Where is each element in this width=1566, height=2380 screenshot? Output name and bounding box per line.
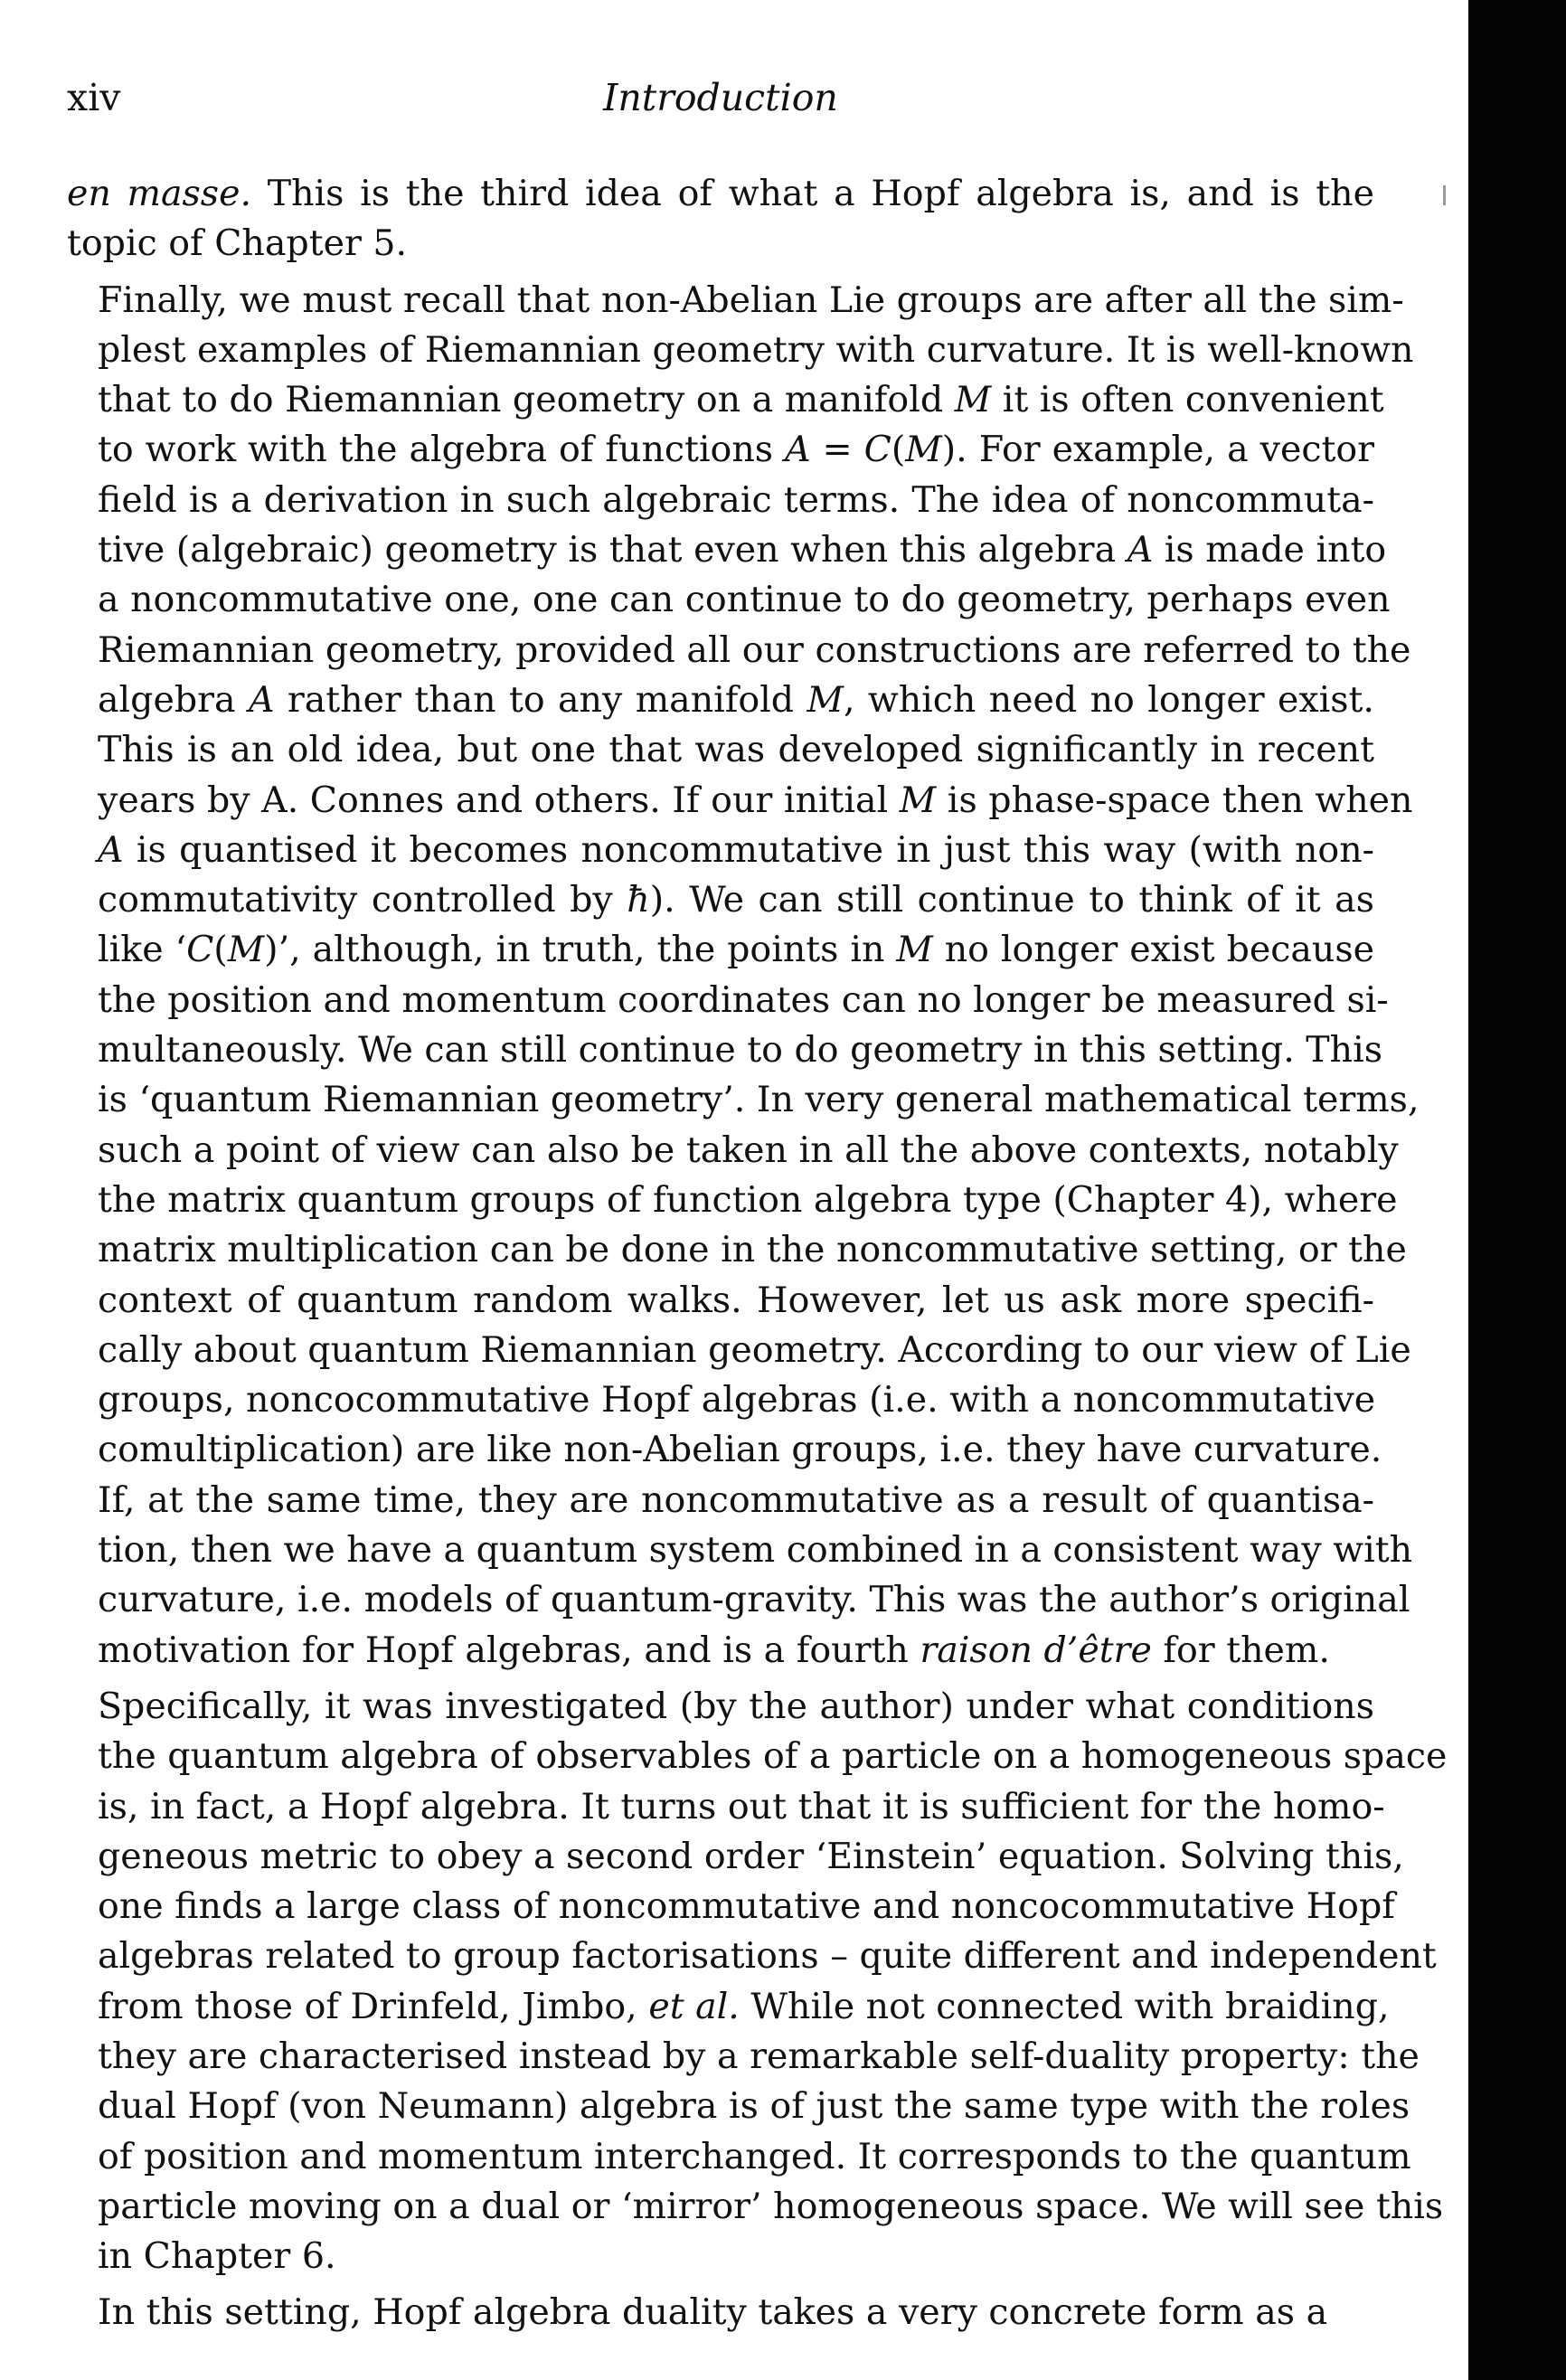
italic-run: A	[1127, 529, 1154, 571]
italic-run: raison d’être	[920, 1629, 1152, 1671]
text-run: the matrix quantum groups of function algebra type (Chapter 4), where	[98, 1178, 1398, 1221]
text-run: the quantum algebra of observables of a particle on a homogeneous space	[98, 1735, 1448, 1778]
text-line	[98, 2288, 1374, 2338]
text-run: that to do Riemannian geometry on a manifold	[98, 379, 955, 421]
scan-mark	[1443, 185, 1446, 205]
text-line	[98, 1525, 1413, 1575]
text-run: Riemannian geometry, provided all our constructions are referred to the	[98, 628, 1411, 671]
italic-run: M	[899, 779, 937, 821]
text-run: Finally, we must recall that non-Abelian Lie groups are after all the sim-	[98, 279, 1404, 321]
text-line	[98, 1075, 1420, 1125]
text-run: Specifically, it was investigated (by the author) under what conditions	[98, 1685, 1374, 1727]
text-line	[98, 2082, 1410, 2131]
italic-run: M	[227, 929, 265, 971]
text-run: , which need no longer exist.	[843, 678, 1374, 721]
text-run: one finds a large class of noncommutative and noncocommutative Hopf	[98, 1885, 1395, 1928]
text-run: topic of Chapter 5.	[67, 222, 408, 265]
text-line	[98, 1682, 1374, 1732]
text-run: like ‘	[98, 929, 187, 971]
text-line	[98, 1375, 1374, 1425]
text-run: (	[891, 429, 906, 471]
text-run: While not connected with braiding,	[739, 1985, 1390, 2027]
text-run: it is often convenient	[991, 379, 1384, 421]
text-line	[98, 1025, 1382, 1075]
text-run: of position and momentum interchanged. It corresponds to the quantum	[98, 2135, 1411, 2177]
text-line	[98, 1425, 1382, 1475]
paragraph-2	[67, 276, 1420, 1676]
text-line	[98, 776, 1413, 826]
text-run: This is an old idea, but one that was developed significantly in recent	[98, 729, 1374, 771]
text-line	[98, 2232, 1374, 2281]
text-line	[98, 1626, 1374, 1676]
italic-run: A	[785, 429, 811, 471]
paragraph-3	[67, 1682, 1448, 2282]
text-run: dual Hopf (von Neumann) algebra is of just the same type with the roles	[98, 2085, 1410, 2128]
text-run: This is the third idea of what a Hopf algebra is, and is the	[251, 173, 1374, 214]
text-line	[98, 1982, 1390, 2032]
text-line	[67, 219, 1374, 269]
paragraph-1	[67, 169, 1374, 269]
text-run: multaneously. We can still continue to do geometry in this setting. This	[98, 1029, 1382, 1072]
text-line	[98, 476, 1374, 525]
text-run: rather than to any manifold	[274, 678, 807, 721]
text-line	[98, 875, 1374, 925]
text-line	[98, 375, 1384, 425]
scan-dark-edge	[1468, 0, 1566, 2380]
text-run: cally about quantum Riemannian geometry. According to our view of Lie	[98, 1328, 1411, 1371]
text-run: in Chapter 6.	[98, 2235, 336, 2278]
text-line	[98, 1575, 1410, 1625]
text-run: years by A. Connes and others. If our initial	[98, 779, 900, 821]
text-line	[98, 1225, 1407, 1275]
text-line	[98, 1832, 1404, 1882]
text-line	[98, 1126, 1399, 1176]
text-run: is, in fact, a Hopf algebra. It turns out that it is sufficient for the homo-	[98, 1785, 1385, 1828]
page-number: xiv	[67, 76, 121, 119]
italic-run: M	[954, 379, 992, 421]
text-line	[98, 1882, 1395, 1931]
italic-run: M	[896, 929, 933, 971]
text-run: ). For example, a vector	[941, 429, 1374, 471]
italic-run: A	[248, 678, 275, 721]
text-line	[98, 525, 1387, 575]
text-line	[67, 169, 1374, 219]
italic-run: ħ	[627, 879, 650, 921]
text-line	[98, 976, 1389, 1025]
text-run: to work with the algebra of functions	[98, 429, 786, 471]
text-run: particle moving on a dual or ‘mirror’ homogeneous space. We will see this	[98, 2185, 1444, 2227]
text-line	[98, 1931, 1437, 1981]
text-run: algebras related to group factorisations – quite different and independent	[98, 1935, 1437, 1978]
text-run: a noncommutative one, one can continue to do geometry, perhaps even	[98, 579, 1391, 621]
text-line	[98, 626, 1411, 675]
italic-run: M	[807, 678, 844, 721]
text-run: for them.	[1151, 1629, 1330, 1671]
text-line	[98, 425, 1374, 475]
text-line	[98, 925, 1374, 975]
text-run: In this setting, Hopf algebra duality takes a very concrete form as a	[98, 2291, 1328, 2334]
text-line	[98, 725, 1374, 775]
text-line	[98, 2132, 1411, 2182]
text-run: is quantised it becomes noncommutative in just this way (with non-	[123, 828, 1374, 871]
text-run: commutativity controlled by	[98, 879, 627, 921]
running-title: Introduction	[603, 76, 838, 119]
text-line	[98, 1476, 1374, 1525]
text-run: curvature, i.e. models of quantum-gravity. This was the author’s original	[98, 1579, 1410, 1621]
italic-run: M	[905, 429, 942, 471]
text-line	[98, 1176, 1398, 1225]
text-line	[98, 675, 1374, 725]
text-run: plest examples of Riemannian geometry with curvature. It is well-known	[98, 328, 1414, 371]
italic-run: C	[863, 429, 891, 471]
text-line	[98, 1326, 1411, 1375]
text-run: is ‘quantum Riemannian geometry’. In very general mathematical terms,	[98, 1079, 1420, 1121]
text-line	[98, 826, 1374, 875]
text-run: If, at the same time, they are noncommutative as a result of quantisa-	[98, 1478, 1374, 1521]
text-line	[98, 2032, 1420, 2082]
italic-run: en masse.	[67, 173, 252, 214]
text-run: matrix multiplication can be done in the noncommutative setting, or the	[98, 1229, 1407, 1271]
italic-run: C	[186, 929, 214, 971]
text-run: =	[810, 429, 864, 471]
text-run: geneous metric to obey a second order ‘Einstein’ equation. Solving this,	[98, 1835, 1404, 1877]
italic-run: A	[98, 828, 124, 871]
text-line	[98, 326, 1414, 375]
text-run: tion, then we have a quantum system combined in a consistent way with	[98, 1529, 1413, 1572]
text-run: algebra	[98, 678, 249, 721]
body-text	[67, 169, 1448, 2338]
text-line	[98, 1782, 1385, 1832]
text-run: they are characterised instead by a remarkable self-duality property: the	[98, 2035, 1420, 2077]
text-run: ). We can still continue to think of it as	[649, 879, 1374, 921]
text-run: groups, noncocommutative Hopf algebras (i.e. with a noncommutative	[98, 1379, 1376, 1421]
text-run: )’, although, in truth, the points in	[264, 929, 897, 971]
text-line	[98, 276, 1404, 326]
text-line	[98, 1276, 1374, 1326]
text-run: is phase-space then when	[936, 779, 1413, 821]
text-run: context of quantum random walks. However, let us ask more specifi-	[98, 1279, 1374, 1321]
text-run: from those of Drinfeld, Jimbo,	[98, 1985, 649, 2027]
text-run: such a point of view can also be taken in all the above contexts, notably	[98, 1129, 1399, 1171]
running-head	[67, 71, 1374, 125]
text-run: comultiplication) are like non-Abelian groups, i.e. they have curvature.	[98, 1429, 1382, 1471]
text-run: the position and momentum coordinates can no longer be measured si-	[98, 978, 1389, 1021]
text-run: (	[213, 929, 228, 971]
paragraph-4	[67, 2288, 1374, 2338]
italic-run: et al.	[648, 1985, 740, 2027]
text-line	[98, 575, 1391, 625]
text-run: is made into	[1153, 529, 1387, 571]
text-run: no longer exist because	[932, 929, 1374, 971]
text-run: field is a derivation in such algebraic terms. The idea of noncommuta-	[98, 478, 1374, 521]
text-line	[98, 2182, 1444, 2232]
text-run: motivation for Hopf algebras, and is a fourth	[98, 1629, 920, 1671]
text-line	[98, 1732, 1448, 1781]
text-run: tive (algebraic) geometry is that even when this algebra	[98, 529, 1127, 571]
